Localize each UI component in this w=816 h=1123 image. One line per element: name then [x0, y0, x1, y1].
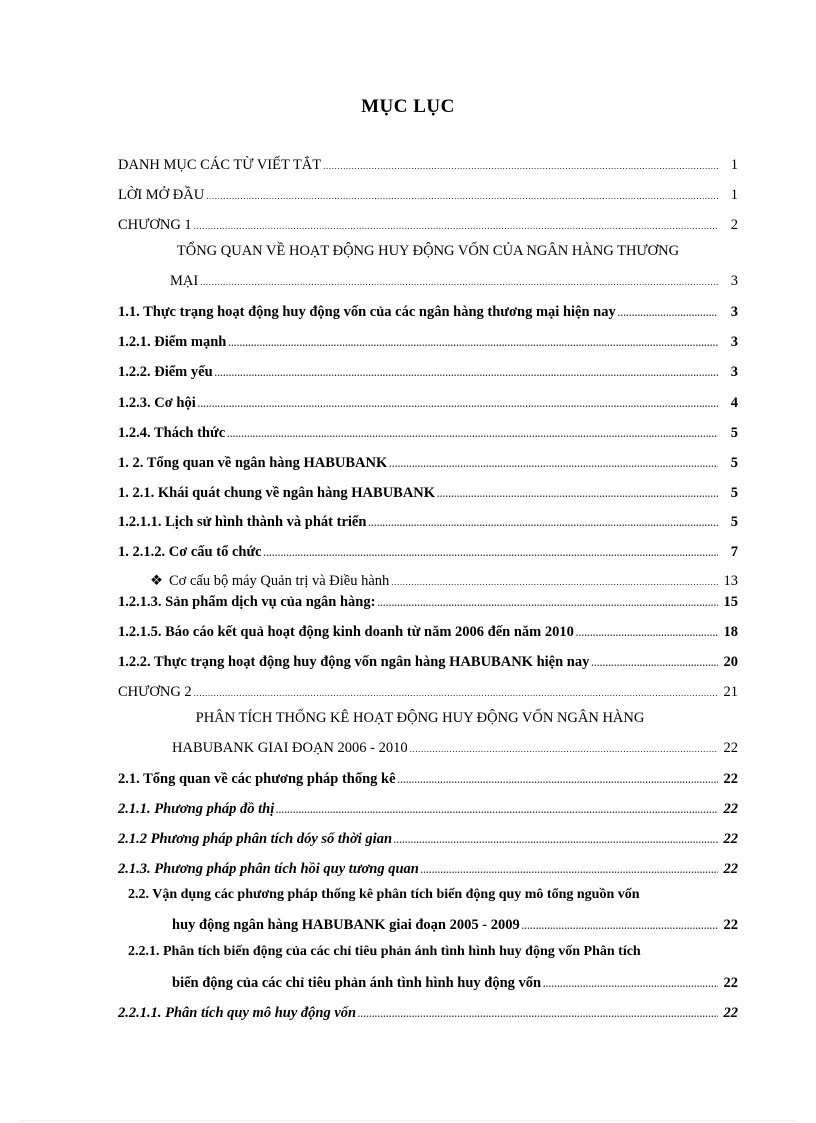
- toc-entry-text: 1.2.1. Điểm mạnh: [118, 334, 227, 350]
- toc-entry-management-structure[interactable]: [150, 568, 738, 590]
- toc-page-number: 15: [723, 594, 738, 610]
- toc-leader-dots: [358, 1010, 717, 1019]
- toc-page-number: 22: [723, 861, 738, 877]
- toc-leader-dots: [618, 309, 718, 318]
- toc-page-number: 1: [730, 157, 738, 173]
- toc-entry-text: HABUBANK GIAI ĐOẠN 2006 - 2010: [172, 740, 408, 756]
- toc-leader-dots: [215, 369, 718, 378]
- page-bottom-divider: [20, 1120, 796, 1121]
- toc-entry-text: 2.1.2 Phương pháp phân tích dóy số thời gian: [118, 831, 393, 847]
- toc-entry-text: CHƯƠNG 2: [118, 684, 192, 700]
- toc-entry-1-2-4[interactable]: [118, 420, 738, 442]
- toc-entry-text: 1.1. Thực trạng hoạt động huy động vốn của các ngân hàng thương mại hiện nay: [118, 304, 616, 320]
- toc-entry-1-2[interactable]: [118, 450, 738, 472]
- toc-leader-dots: [421, 866, 718, 875]
- toc-entry-text: LỜI MỞ ĐẦU: [118, 187, 205, 203]
- toc-entry-chapter-2[interactable]: [118, 679, 738, 701]
- toc-leader-dots: [264, 549, 718, 558]
- toc-leader-dots: [576, 629, 718, 638]
- toc-entry-label: Cơ cấu bộ máy Quản trị và Điều hành: [169, 573, 390, 589]
- toc-leader-dots: [522, 922, 718, 931]
- toc-page-number: 2: [730, 217, 738, 233]
- toc-chapter-2-title-line1[interactable]: PHÂN TÍCH THỐNG KÊ HOẠT ĐỘNG HUY ĐỘNG VỐN NGÂN HÀNG: [195, 710, 645, 726]
- toc-leader-dots: [398, 776, 718, 785]
- toc-leader-dots: [227, 430, 718, 439]
- toc-entry-1-2-3[interactable]: [118, 390, 738, 412]
- toc-page-number: 3: [730, 364, 738, 380]
- toc-entry-text: 1.2.2. Điểm yếu: [118, 364, 213, 380]
- toc-leader-dots: [200, 278, 718, 287]
- page-title: MỤC LỤC: [361, 96, 455, 117]
- toc-entry-1-2-1-3[interactable]: [118, 589, 738, 611]
- toc-entry-1-2-1-overview[interactable]: [118, 480, 738, 502]
- toc-page-number: 21: [723, 684, 738, 700]
- toc-leader-dots: [323, 162, 718, 171]
- toc-entry-1-2-1-5[interactable]: [118, 619, 738, 641]
- toc-entry-2-1-1[interactable]: [118, 796, 738, 818]
- toc-chapter-1-title-line1[interactable]: TỔNG QUAN VỀ HOẠT ĐỘNG HUY ĐỘNG VỐN CỦA NGÂN HÀNG THƯƠNG: [176, 243, 680, 259]
- toc-entry-text: 2.2.1.1. Phân tích quy mô huy động vốn: [118, 1005, 357, 1021]
- toc-leader-dots: [389, 460, 718, 469]
- toc-entry-1-2-1[interactable]: [118, 329, 738, 351]
- toc-page-number: 22: [723, 975, 738, 991]
- toc-leader-dots: [437, 490, 718, 499]
- bullet-diamond-icon: ❖: [150, 573, 163, 589]
- toc-leader-dots: [543, 980, 717, 989]
- toc-entry-2-1-3[interactable]: [118, 856, 738, 878]
- toc-entry-2-2-line1[interactable]: 2.2. Vận dụng các phương pháp thống kê phân tích biến động quy mô tổng nguồn vốn: [128, 887, 640, 902]
- toc-entry-2-1-2[interactable]: [118, 826, 738, 848]
- toc-leader-dots: [391, 578, 717, 587]
- toc-leader-dots: [194, 689, 718, 698]
- toc-entry-abbreviations[interactable]: [118, 152, 738, 174]
- toc-entry-text: huy động ngân hàng HABUBANK giai đoạn 2005 - 2009: [172, 917, 520, 933]
- toc-page-number: 22: [723, 917, 738, 933]
- toc-page-number: 5: [730, 514, 738, 530]
- toc-entry-text: 1.2.3. Cơ hội: [118, 395, 196, 411]
- toc-entry-2-2[interactable]: [172, 912, 738, 934]
- toc-page-number: 7: [730, 544, 738, 560]
- toc-leader-dots: [206, 192, 718, 201]
- toc-entry-text: 1.2.1.1. Lịch sử hình thành và phát triển: [118, 514, 367, 530]
- toc-entry-1-2-2[interactable]: [118, 359, 738, 381]
- toc-page-number: 22: [723, 740, 738, 756]
- toc-entry-text: 1.2.2. Thực trạng hoạt động huy động vốn ngân hàng HABUBANK hiện nay: [118, 654, 590, 670]
- toc-entry-text: 1.2.4. Thách thức: [118, 425, 226, 441]
- toc-leader-dots: [276, 806, 717, 815]
- toc-entry-1-1[interactable]: [118, 299, 738, 321]
- toc-leader-dots: [591, 659, 717, 668]
- toc-page-number: 5: [730, 425, 738, 441]
- toc-entry-text: 1. 2.1.2. Cơ cấu tổ chức: [118, 544, 262, 560]
- toc-entry-text: 2.1.3. Phương pháp phân tích hồi quy tương quan: [118, 861, 419, 877]
- toc-leader-dots: [368, 519, 718, 528]
- toc-page-number: 22: [723, 831, 738, 847]
- toc-entry-2-2-1-1[interactable]: [118, 1000, 738, 1022]
- toc-page-number: 22: [723, 801, 738, 817]
- toc-leader-dots: [377, 599, 717, 608]
- toc-entry-chapter-2-title[interactable]: [172, 735, 738, 757]
- toc-entry-text: biến động của các chỉ tiêu phản ánh tình hình huy động vốn: [172, 975, 542, 991]
- toc-entry-introduction[interactable]: [118, 182, 738, 204]
- toc-page-number: 20: [723, 654, 738, 670]
- toc-entry-text: 1. 2. Tổng quan về ngân hàng HABUBANK: [118, 455, 388, 471]
- toc-entry-text: CHƯƠNG 1: [118, 217, 192, 233]
- toc-page-number: 1: [730, 187, 738, 203]
- toc-entry-2-2-1[interactable]: [172, 970, 738, 992]
- toc-page-number: 5: [730, 485, 738, 501]
- toc-entry-1-2-2-status[interactable]: [118, 649, 738, 671]
- toc-entry-text: MẠI: [170, 273, 199, 289]
- toc-leader-dots: [394, 836, 717, 845]
- toc-entry-text: 1.2.1.3. Sản phẩm dịch vụ của ngân hàng:: [118, 594, 376, 610]
- toc-entry-2-1[interactable]: [118, 766, 738, 788]
- toc-page-number: 22: [723, 1005, 738, 1021]
- toc-entry-chapter-1[interactable]: [118, 212, 738, 234]
- toc-page-number: 13: [723, 573, 738, 589]
- toc-entry-2-2-1-line1[interactable]: 2.2.1. Phân tích biến động của các chỉ tiêu phản ánh tình hình huy động vốn Phân tích: [128, 944, 641, 959]
- toc-page-number: 4: [730, 395, 738, 411]
- toc-entry-text: 1. 2.1. Khái quát chung về ngân hàng HABUBANK: [118, 485, 436, 501]
- toc-entry-chapter-1-title[interactable]: [170, 268, 738, 290]
- toc-leader-dots: [410, 745, 718, 754]
- toc-entry-text: DANH MỤC CÁC TỪ VIẾT TẮT: [118, 157, 322, 173]
- toc-leader-dots: [198, 400, 718, 409]
- toc-page-number: 3: [730, 334, 738, 350]
- toc-entry-text: 2.1. Tổng quan về các phương pháp thống kê: [118, 771, 396, 787]
- toc-page-number: 3: [730, 273, 738, 289]
- toc-page-number: 3: [730, 304, 738, 320]
- toc-entry-text: 2.1.1. Phương pháp đồ thị: [118, 801, 275, 817]
- toc-entry-1-2-1-2[interactable]: [118, 539, 738, 561]
- toc-entry-text: [150, 572, 389, 590]
- toc-page-number: 18: [723, 624, 738, 640]
- toc-page-number: 5: [730, 455, 738, 471]
- toc-leader-dots: [194, 222, 718, 231]
- toc-entry-text: 1.2.1.5. Báo cáo kết quả hoạt động kinh doanh từ năm 2006 đến năm 2010: [118, 624, 574, 640]
- toc-entry-1-2-1-1[interactable]: [118, 509, 738, 531]
- toc-page-number: 22: [723, 771, 738, 787]
- toc-leader-dots: [228, 339, 718, 348]
